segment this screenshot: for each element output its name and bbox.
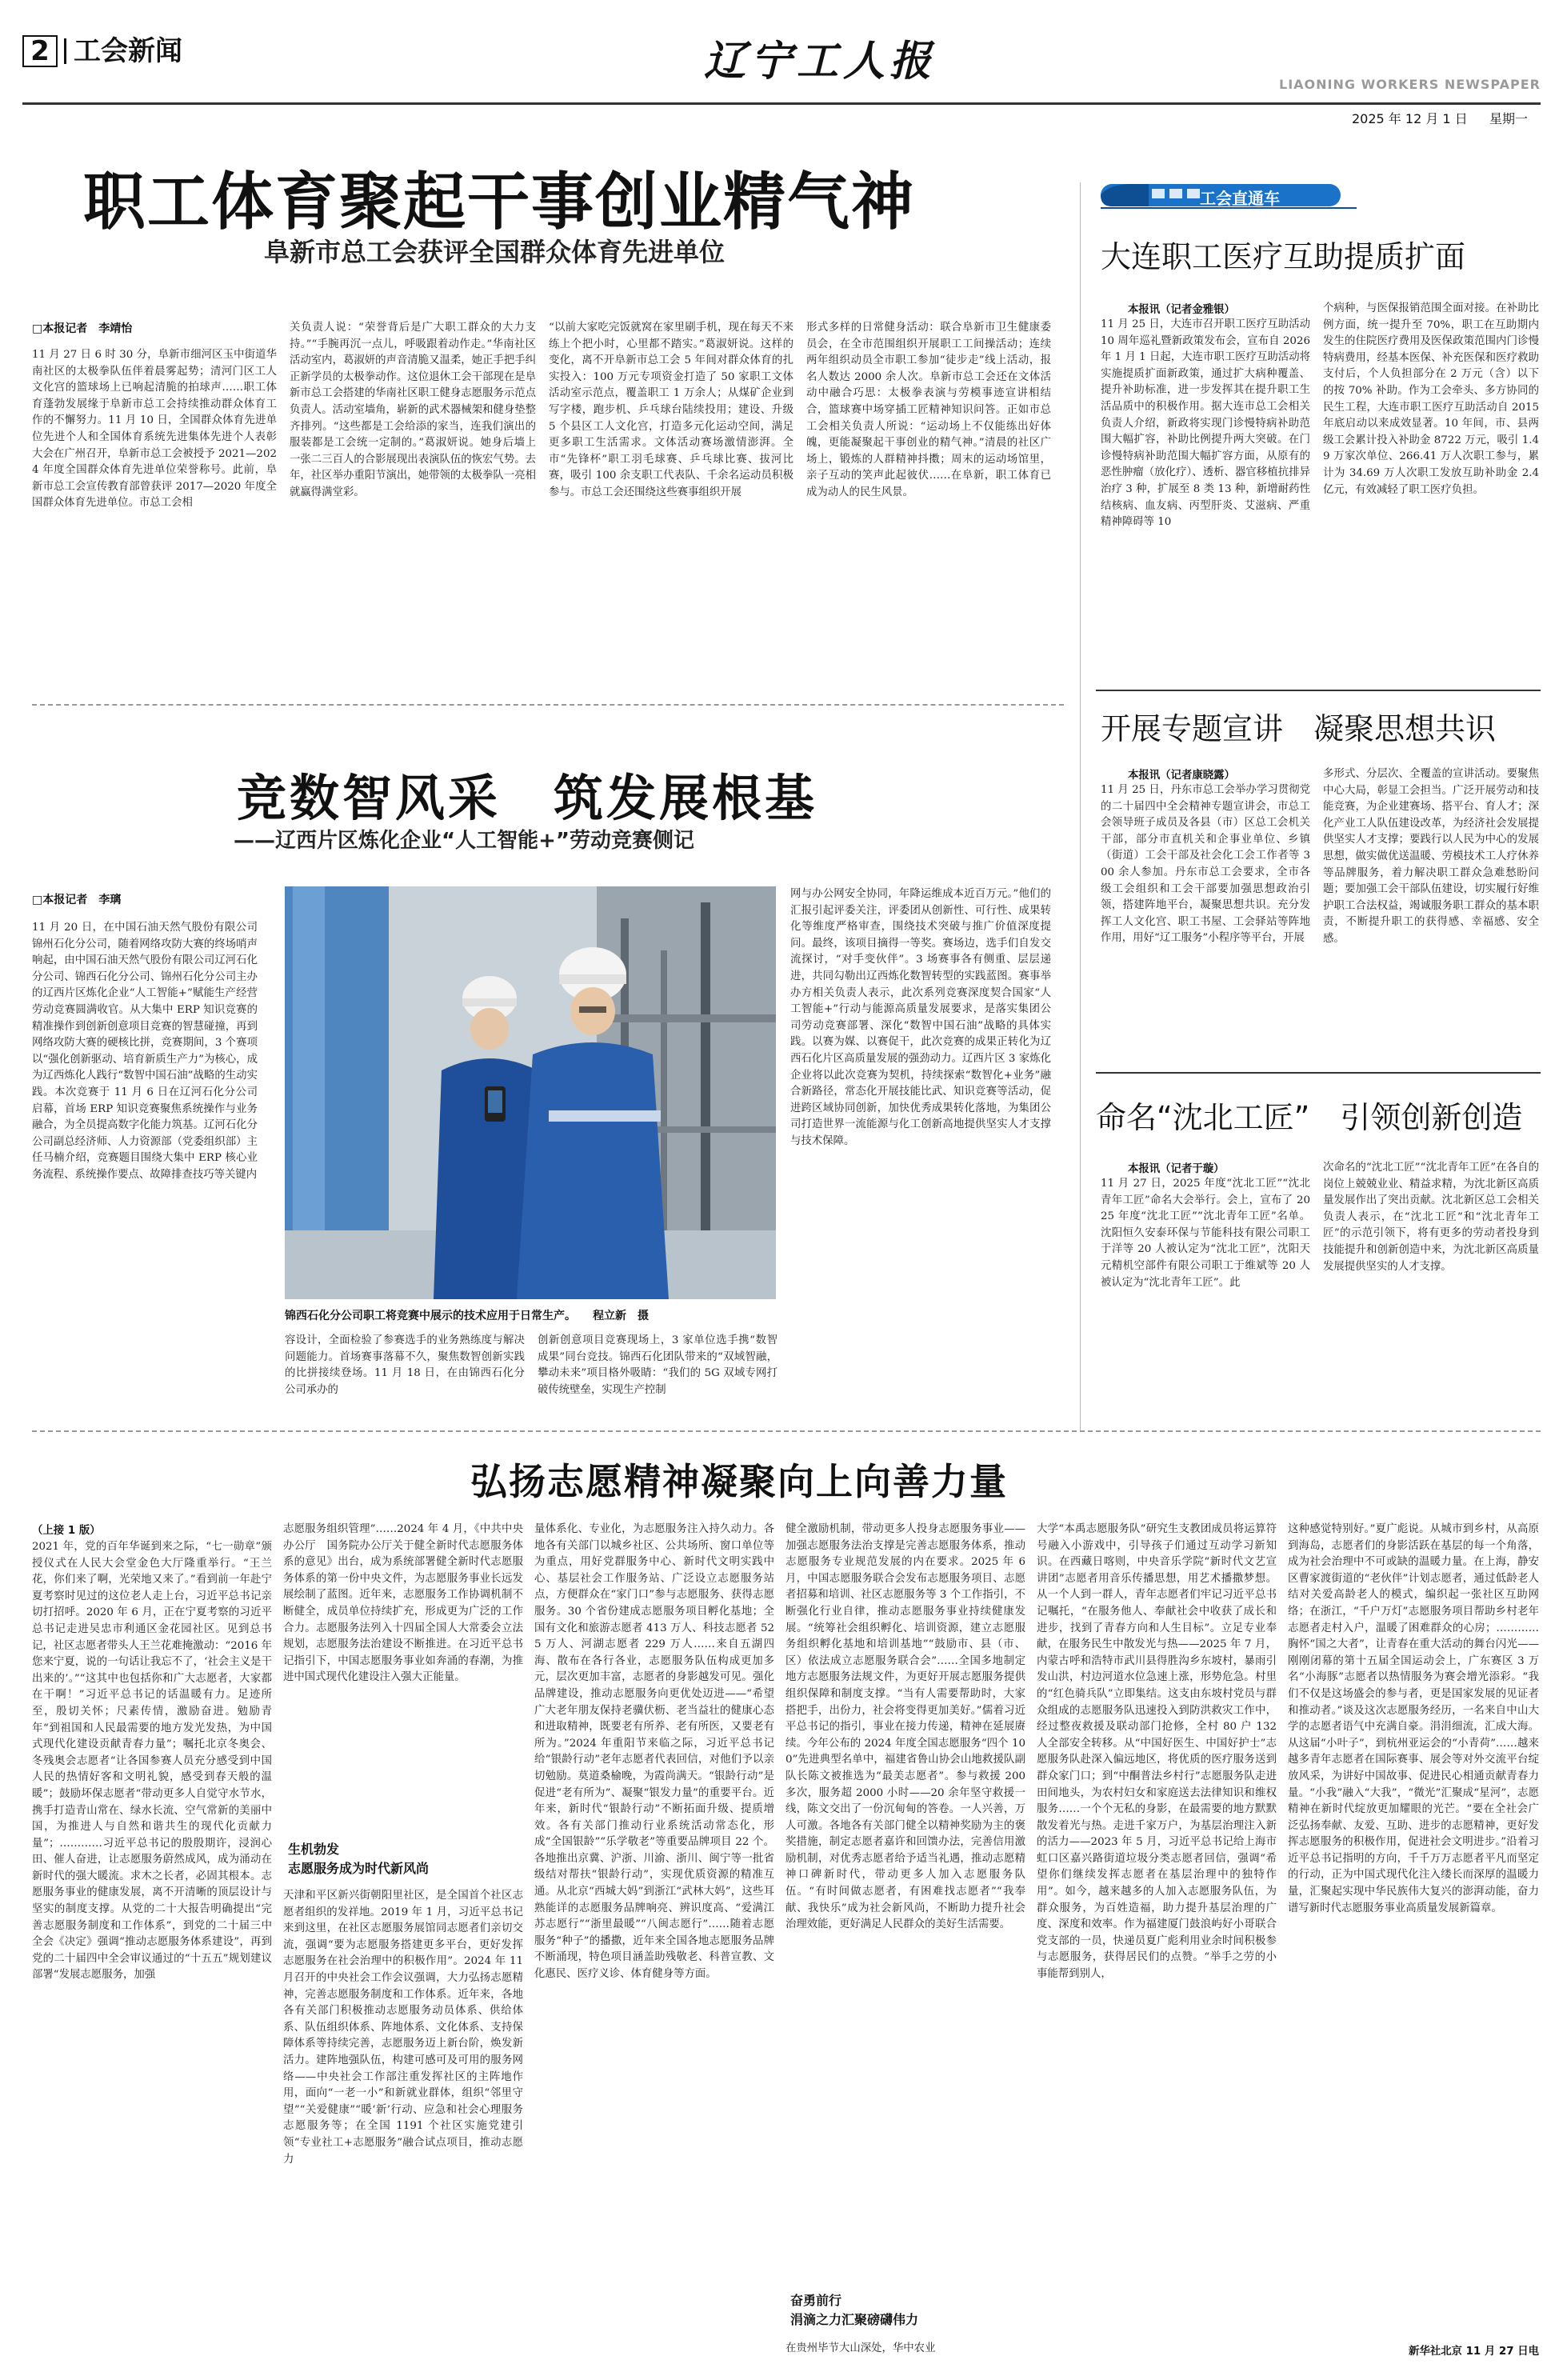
article6-col5: 大学“本禹志愿服务队”研究生支教团成员将运算符号融入小游戏中，引导孩子们通过互动学习新知识。在西藏日喀则，中央音乐学院“新时代文艺宣讲团”志愿者用音乐传播思想，用艺术播撒梦想。从一个人到一群人，青年志愿者们牢记习近平总书记嘱托，“在服务他人、奉献社会中收获了成长和进步，找到了青春方向和人生目标”。立足专业奉献，在服务民生中散发光与热——2025 年 7 月，内蒙古呼和浩特市武川县得胜沟乡东坡村，暴雨引发山洪，村边河道水位急速上涨，形势危急。村里的“红色骑兵队”立即集结。这支由东坡村党员与群众组成的志愿服务队迅速投入到防洪救灾工作中，经过整夜救援及联动部门抢修，全村 80 户 132 人全部安全转移。从“中国好医生、中国好护士”志愿服务队赴深入偏远地区，将优质的医疗服务送到群众家门口；到“中酮普法乡村行”志愿服务队走进田间地头，为农村妇女和家庭送去法律知识和维权服务……一个个无私的身影，在最需要的地方默默散发着光与热。走进千家万户，为基层治理注入新的活力——2023 年 5 月，习近平总书记给上海市虹口区嘉兴路街道垃圾分类志愿者回信，强调“希望你们继续发挥志愿者在基层治理中的独特作用”。如今，越来越多的人加入志愿服务队伍，为群众服务，为百姓造福，助力提升基层治理的广度、深度和效率。作为福建厦门鼓浪屿好小哥联合党支部的一员，快递员夏广彪利用业余时间积极参与志愿服务，获得居民们的点赞。“举手之劳的小事能帮到别人， [1037,1523,1277,1981]
article1-col1: 11 月 27 日 6 时 30 分，阜新市细河区玉中街道华南社区的太极拳队伍伴着晨雾起势；清河门区工人文化宫的篮球场上已响起清脆的拍球声……职工体育蓬勃发展缘于阜新市总工会持续推动群众体育工作的不懈努力。11 月 10 日，全国群众体育先进单位先进个人和全国体育系统先进集体先进个人表彰大会在广州召开，阜新市总工会被授予 2021—2024 年度全国群众体育先进单位荣誉称号。此前，阜新市总工会宣传教育部曾获评 2017—2020 年度全国群众体育先进单位。市总工会相 [32,349,277,510]
issue-weekday: 星期一 [1489,111,1529,126]
section-title: 工会新闻 [74,35,182,67]
article4-byline: □本报记者 李璃 [32,894,122,906]
section-separator [64,38,66,64]
article6-title: 弘扬志愿精神凝聚向上向善力量 [470,1460,1008,1503]
article2-badge: 工会直通车 [1200,189,1280,208]
article3-title: 开展专题宣讲 凝聚思想共识 [1101,711,1497,746]
article5-byline: 本报讯（记者于璇） [1128,1163,1225,1175]
article4-col3: 创新创意项目竞赛现场上，3 家单位选手携“数智成果”同台竞技。锦西石化团队带来的“双域智融，攀动未来”项目格外吸睛：“我们的 5G 双域专网打破传统壁垒，实现生产控制 [538,1334,778,1396]
article6-dateline: 新华社北京 11 月 27 日电 [1408,2346,1539,2358]
article1-title: 职工体育聚起干事创业精气神 [83,166,916,238]
competition-photo [285,886,776,1299]
right-column-rule [1080,182,1081,1430]
article6-col4b: 在贵州毕节大山深处，华中农业 [785,2342,936,2354]
page-number: 2 [30,35,50,67]
article2-byline: 本报讯（记者金雅银） [1128,304,1235,316]
article5-col2: 次命名的“沈北工匠”“沈北青年工匠”在各自的岗位上兢兢业业、精益求精，为沈北新区高质量发展作出了突出贡献。沈北新区总工会相关负责人表示，在“沈北工匠”和“沈北青年工匠”的示范引领下，将有更多的劳动者投身到技能提升和创新创造中来，为沈北新区高质量发展提供坚实的人才支撑。 [1323,1162,1539,1273]
paper-name-en: LIAONING WORKERS NEWSPAPER [1279,77,1541,92]
article6-subhead2: 奋勇前行 涓滴之力汇聚磅礴伟力 [790,2293,919,2327]
article6-subhead1: 生机勃发 志愿服务成为时代新风尚 [288,1842,430,1876]
article3-top-rule [1096,690,1541,691]
paper-name: 辽宁工人报 [704,37,937,86]
article3-col2: 多形式、分层次、全覆盖的宣讲活动。要聚焦中心大局，彰显工会担当。广泛开展劳动和技能竞赛，为企业建赛场、搭平台、育人才；深化产业工人队伍建设改革，为经济社会发展提供坚实人才支撑；要践行以人民为中心的发展思想，做实做优送温暖、劳模技术工人疗休养等品牌服务，着力解决职工群众急难愁盼问题；要加强工会干部队伍建设，切实履行好维护职工合法权益，竭诚服务职工群众的基本职责，不断提升职工的获得感、幸福感、安全感。 [1323,768,1539,945]
article6-col2b: 天津和平区新兴街朝阳里社区，是全国首个社区志愿者组织的发祥地。2019 年 1 月，习近平总书记来到这里，在社区志愿服务展馆同志愿者们亲切交流，强调“要为志愿服务搭建更多平台，更好发挥志愿服务在社会治理中的积极作用”。2024 年 11 月召开的中央社会工作会议强调，大力弘扬志愿精神，完善志愿服务制度和工作体系。近年来，各地各有关部门积极推动志愿服务动员体系、供给体系、队伍组织体系、阵地体系、文化体系、支持保障体系等持续完善，志愿服务迈上新台阶，焕发新活力。建阵地强队伍，构建可感可及可用的服务网络——中央社会工作部注重发挥社区的主阵地作用，面向“一老一小”和新就业群体，组织“邻里守望”“关爱健康”“暖‘新’行动、应急和社会心理服务志愿服务等；在全国 1191 个社区实施党建引领“专业社工+志愿服务”融合试点项目，推动志愿力 [283,1890,523,2166]
article6-continued: （上接 1 版） [32,1525,101,1537]
article4-col2: 容设计，全面检验了参赛选手的业务熟练度与解决问题能力。首场赛事落幕不久，聚焦数智创新实践的比拼接续登场。11 月 18 日，在由锦西石化分公司承办的 [285,1334,525,1396]
article6-col3: 量体系化、专业化，为志愿服务注入持久动力。各地各有关部门以城乡社区、公共场所、窗口单位等为重点，用好党群服务中心、新时代文明实践中心、基层社会工作服务站、广泛设立志愿服务站点，方便群众在“家门口”参与志愿服务、获得志愿服务。30 个省份建成志愿服务项目孵化基地；全国有文化和旅游志愿者 413 万人、科技志愿者 525 万人、河湖志愿者 229 万人……来自五湖四海、散布在各行各业，志愿服务队伍构成更加多元，层次更加丰富，志愿者的身影越发可见。强化品牌建设，推动志愿服务向更优处迈进——“希望广大老年朋友保持老骥伏枥、老当益壮的健康心态和进取精神，既要老有所养、老有所医，又要老有所为。”2024 年重阳节来临之际，习近平总书记给“银龄行动”老年志愿者代表回信，对他们予以亲切勉励。莫道桑榆晚，为霞尚满天。“银龄行动”是促进“老有所为”、凝聚“银发力量”的重要平台。近年来，新时代“银龄行动”不断拓面升级、提质增效。各有关部门推动行业系统活动常态化，形成“全国银龄”“乐学敬老”等重要品牌项目 22 个。各地推出京冀、沪浙、川渝、浙川、闽宁等一批省级结对帮扶“银龄行动”，实现优质资源的精准互通。从北京“西城大妈”到浙江“武林大妈”，这些耳熟能详的志愿服务品牌响亮、辨识度高、“爱满江苏志愿行”“浙里最暖”“八闽志愿行”……随着志愿服务“种子”的播撒，近年来全国各地志愿服务品牌不断涌现，特色项目涵盖助残敬老、科普宣教、文化惠民、医疗义诊、体育健身等方面。 [534,1523,774,1981]
article2-title: 大连职工医疗互助提质扩面 [1101,239,1466,274]
article2-col2: 个病种，与医保报销范围全面对接。在补助比例方面，统一提升至 70%，职工在互助期内发生的住院医疗费用及医保政策范围内门诊慢特病费用，经基本医保、补充医保和医疗救助支付后，个人负担部分在 2 万元（含）以下的按 70% 补助。作为工会牵头、多方协同的民生工程，大连市职工医疗互助活动自 2015 年底启动以来成效显著。10 年间，市、县两级工会累计投入补助金 8722 万元，吸引 1.49 万家次单位、266.41 万人次职工参与，累计为 34.69 万人次职工发放互助补助金 2.4 亿元，有效减轻了职工医疗负担。 [1323,302,1539,496]
article4-bottom-rule [32,1430,1541,1432]
article3-col1: 11 月 25 日，丹东市总工会举办学习贯彻党的二十届四中全会精神专题宣讲会，市总工会领导班子成员及各县（市）区总工会机关干部，部分市直机关和企事业单位、乡镇（街道）工会干部及社会化工会工作者等 300 余人参加。丹东市总工会要求，全市各级工会组织和工会干部要加强思想政治引领，搭建阵地平台，凝聚思想共识。充分发挥工人文化宫、职工书屋、工会驿站等阵地作用，用好“辽工服务”小程序等平台，开展 [1101,784,1310,945]
article5-title: 命名“沈北工匠” 引领创新创造 [1096,1100,1523,1135]
article3-byline: 本报讯（记者康晓露） [1128,770,1235,782]
masthead-rule [22,102,1541,105]
issue-date: 2025 年 12 月 1 日 [1352,111,1468,126]
article4-subtitle: ——辽西片区炼化企业“人工智能+”劳动竞赛侧记 [234,829,694,853]
article4-col4: 网与办公网安全协同，年降运维成本近百万元。”他们的汇报引起评委关注，评委团从创新性、可行性、成果转化等维度严格审查，围绕技术突破与推广价值深度提问。最终，该项目摘得一等奖。赛场边，选手们自发交流探讨，“对手变伙伴”。3 场赛事各有侧重、层层递进，共同勾勒出辽西炼化数智转型的实践蓝图。赛事举办方相关负责人表示，此次系列竞赛深度契合国家“人工智能+”行动与能源高质量发展要求，是落实集团公司劳动竞赛部署、深化“数智中国石油”战略的具体实践。以赛为媒、以赛促干，此次竞赛的成果正转化为辽西石化片区高质量发展的强劲动力。辽西片区 3 家炼化企业将以此次竞赛为契机，持续探索“数智化+业务”融合新路径，常态化开展技能比武、知识竞赛等活动，促进跨区域协同创新，加快优秀成果转化落地，为集团公司打造世界一流能源与化工创新高地提供坚实人才支撑与技术保障。 [790,888,1051,1147]
article6-col4a: 健全激励机制，带动更多人投身志愿服务事业——加强志愿服务法治支撑是完善志愿服务体系，推动志愿服务专业规范发展的内在要求。2025 年 6 月，中国志愿服务联合会发布志愿服务项目、志愿者招募和培训、社区志愿服务等 3 个工作指引，不断强化行业自律，推动志愿服务事业持续健康发展。“统筹社会组织孵化、培训资源，建立志愿服务组织孵化基地和培训基地”“鼓励市、县（市、区）依法成立志愿服务联合会”……全国多地制定地方志愿服务法规文件，为更好开展志愿服务提供组织保障和制度支撑。“当有人需要帮助时，大家搭把手，出份力，社会将变得更加美好。”儒着习近平总书记的指引，事业在接力传递，精神在延展赓续。今年公布的 2024 年度全国志愿服务“四个 100”先进典型名单中，福建省鲁山协会山地救援队副队长陈文被推选为“最美志愿者”。参与救援 200 多次，服务超 2000 小时——20 余年坚守救援一线，陈文交出了一份沉甸甸的答卷。一人兴善，万人可激。各地各有关部门健全以精神奖励为主的褒奖措施，制定志愿者嘉许和回馈办法，完善信用激励机制，对优秀志愿者给予适当礼遇，推动志愿精神口碑新时代，带动更多人加入志愿服务队伍。“有时间做志愿者，有困难找志愿者”“我奉献、我快乐”成为社会新风尚，不断助力提升社会治理效能，更好满足人民群众的美好生活需要。 [785,1523,1025,1931]
article4-col1: 11 月 20 日，在中国石油天然气股份有限公司锦州石化分公司，随着网络攻防大赛的终场哨声响起，由中国石油天然气股份有限公司辽河石化分公司、锦西石化分公司、锦州石化分公司主办的辽西片区炼化企业“人工智能+”赋能生产经营劳动竞赛圆满收官。从大集中 ERP 知识竞赛的精准操作到创新创意项目竞赛的智慧碰撞，再到网络攻防大赛的硬核比拼，竞赛期间，3 个赛项以“强化创新驱动、培育新质生产力”为核心，成为辽西炼化人践行“数智中国石油”战略的生动实践。本次竞赛于 11 月 6 日在辽河石化分公司启幕，首场 ERP 知识竞赛聚焦系统操作与业务融合，为全员提高数字化能力筑基。辽河石化分公司副总经济师、人力资源部（党委组织部）主任马楠介绍，竞赛题目围绕大集中 ERP 核心业务流程、系统操作要点、故障排查技巧等关键内 [32,922,258,1181]
article4-title: 竞数智风采 筑发展根基 [237,769,818,827]
article1-byline: □本报记者 李靖怡 [32,322,133,335]
article1-col2: 关负责人说：“荣誉背后是广大职工群众的大力支持。”“手腕再沉一点儿，呼吸跟着动作走。”华南社区活动室内，葛淑妍的声音清脆又温柔，她正手把手纠正新学员的太极拳动作。这位退休工会干部现在是阜新市总工会搭建的华南社区职工健身志愿服务示范点负责人。活动室墙角，崭新的武术器械架和健身垫整齐排列。“这些都是工会给添的家当，连我们演出的服装都是工会统一定制的。”葛淑妍说。她身后墙上一张二三百人的合影展现出表演队伍的恢宏气势。去年，社区举办重阳节演出，她带领的太极拳队一亮相就赢得满堂彩。 [290,322,536,498]
article1-bottom-rule [32,704,1064,706]
photo-caption: 锦西石化分公司职工将竞赛中展示的技术应用于日常生产。 程立新 摄 [285,1310,649,1322]
article1-col4: 形式多样的日常健身活动：联合阜新市卫生健康委员会，在全市范围组织开展职工工间操活动；连续两年组织动员全市职工参加“徒步走”线上活动，报名人数达 2000 余人次。阜新市总工会还在文体活动中融合巧思：太极拳表演与劳模事迹宣讲相结合，篮球赛中场穿插工匠精神知识问答。正如市总工会相关负责人所说：“运动场上不仅能练出好体魄，更能凝聚起干事创业的精气神。”清晨的社区广场上，锻炼的人群精神抖擞；周末的运动场馆里，亲子互动的笑声此起彼伏……在阜新，职工体育已成为动人的民生风景。 [806,322,1051,498]
article2-col1: 11 月 25 日，大连市召开职工医疗互助活动 10 周年巡礼暨新政策发布会，宣布自 2026 年 1 月 1 日起，大连市职工医疗互助活动将实施提质扩面新政策，通过扩大病种覆盖、提升补助标准，进一步发挥其在提升职工生活品质中的积极作用。据大连市总工会相关负责人介绍，新政将实现门诊慢特病补助范围大幅扩容，补助比例提升两大突破。在门诊慢特病补助范围大幅扩容方面，从原有的恶性肿瘤（放化疗）、透析、器官移植抗排异治疗 3 种，扩展至 8 类 13 种，新增耐药性结核病、血友病、丙型肝炎、艾滋病、严重精神障碍等 10 [1101,318,1310,529]
article6-col6: 这种感觉特别好。”夏广彪说。从城市到乡村，从高原到海岛，志愿者们的身影活跃在基层的每一个角落，成为社会治理中不可或缺的温暖力量。在上海，静安区曹家渡街道的“老伙伴”计划志愿者，通过低龄老人结对关爱高龄老人的模式，编织起一张社区互助网络；在浙江，“千户万灯”志愿服务项目帮助乡村老年志愿者走村入户，温暖了困难群众的心房；…………胸怀“国之大者”，让青春在重大活动的舞台闪光——刚刚闭幕的第十五届全国运动会上，广东赛区 3 万名“小海豚”志愿者以热情服务为赛会增光添彩。“我们不仅是这场盛会的参与者，更是国家发展的见证者和推动者。”谈及这次志愿服务经历，一名来自中山大学的志愿者语气中充满自豪。涓涓细流，汇成大海。从这届“小叶子”，到杭州亚运会的“小青荷”……越来越多青年志愿者在国际赛事、展会等对外交流平台绽放风采，为讲好中国故事、促进民心相通贡献青春力量。“小我”融入“大我”，“微光”汇聚成“星河”，志愿精神在新时代绽放更加耀眼的光芒。“要在全社会广泛弘扬奉献、友爱、互助、进步的志愿精神，更好发挥志愿服务的积极作用，促进社会文明进步。”沿着习近平总书记指明的方向，千千万万志愿者平凡而坚定的行动，正为中国式现代化注入缕长而深厚的温暖力量，汇聚起实现中华民族伟大复兴的澎湃动能，奋力谱写新时代志愿服务事业高质量发展新篇章。 [1288,1523,1539,1914]
article1-col3: “以前大家吃完饭就窝在家里刷手机，现在每天不来练上个把小时，心里都不踏实。”葛淑妍说。这样的变化，离不开阜新市总工会 5 年间对群众体育的扎实投入：100 万元专项资金打造了 50 家职工文体活动室示范点，覆盖职工 1 万余人；从煤矿企业到写字楼，跑步机、乒乓球台陆续投用；建设、升级 5 个县区工人文化宫，打造多元化运动空间，满足更多职工生活需求。文体活动赛场激情澎湃。全市“先锋杯”职工羽毛球赛、乒乓球比赛、拔河比赛，吸引 100 余支职工代表队、千余名运动员积极参与。市总工会还围绕这些赛事组织开展 [549,322,793,498]
article5-top-rule [1096,1072,1541,1074]
article6-col1: 2021 年，党的百年华诞到来之际，“七一勋章”颁授仪式在人民大会堂金色大厅隆重举行。“王兰花，你们来了啊，光荣地又来了。”看到前一年赴宁夏考察时见过的这位老人走上台，习近平总书记亲切打招呼。2020 年 6 月，正在宁夏考察的习近平总书记走进吴忠市利通区金花园社区。见到总书记，社区志愿者带头人王兰花难掩激动：“2016 年您来宁夏，说的一句话让我忘不了，‘社会主义是干出来的’。”“这其中也包括你和广大志愿者，大家都在干啊！”习近平总书记的话温暖有力。足迹所至，殷切关怀；尺素传情，激励奋进。勉励青年“到祖国和人民最需要的地方发光发热，为中国式现代化建设贡献青春力量”；嘱托北京冬奥会、冬残奥会志愿者“让各国参赛人员充分感受到中国人民的热情好客和文明礼貌，感受到春天般的温暖”；鼓励坏保志愿者“带动更多人自觉守水节水，携手打造青山常在、绿水长流、空气常新的美丽中国，为推进人与自然和谐共生的现代化贡献力量”；…………习近平总书记的殷殷期许，浸润心田、催人奋进，让志愿服务蔚然成风，成为涌动在新时代的强大暖流。求木之长者，必固其根本。志愿服务事业的健康发展，离不开清晰的顶层设计与坚实的制度支撑。从党的二十大报告明确提出“完善志愿服务制度和工作体系”，到党的二十届三中全会《决定》强调“推动志愿服务体系建设”，再到党的二十届四中全会审议通过的“十五五”规划建议部署“发展志愿服务，加强 [32,1541,272,1982]
article5-col1: 11 月 27 日，2025 年度“沈北工匠”“沈北青年工匠”命名大会举行。会上，宣布了 2025 年度“沈北工匠”“沈北青年工匠”名单。沈阳恒久安泰环保与节能科技有限公司职工于洋等 20 人被认定为“沈北工匠”，沈阳天元精机空部件有限公司职工于维斌等 20 人被认定为“沈北青年工匠”。此 [1101,1178,1310,1289]
article1-subtitle: 阜新市总工会获评全国群众体育先进单位 [264,237,726,267]
article6-col2a: 志愿服务组织管理”……2024 年 4 月，《中共中央办公厅 国务院办公厅关于健全新时代志愿服务体系的意见》出台，成为系统部署健全新时代志愿服务体系的第一份中央文件，为志愿服务事业长远发展绘制了蓝图。近年来，志愿服务工作协调机制不断健全，成员单位持续扩充，形成更为广泛的工作合力。志愿服务法列入十四届全国人大常委会立法规划，志愿服务法治建设不断推进。在习近平总书记指引下，中国志愿服务事业如奔涌的春潮，为推进中国式现代化建设注入强大正能量。 [283,1523,523,1684]
